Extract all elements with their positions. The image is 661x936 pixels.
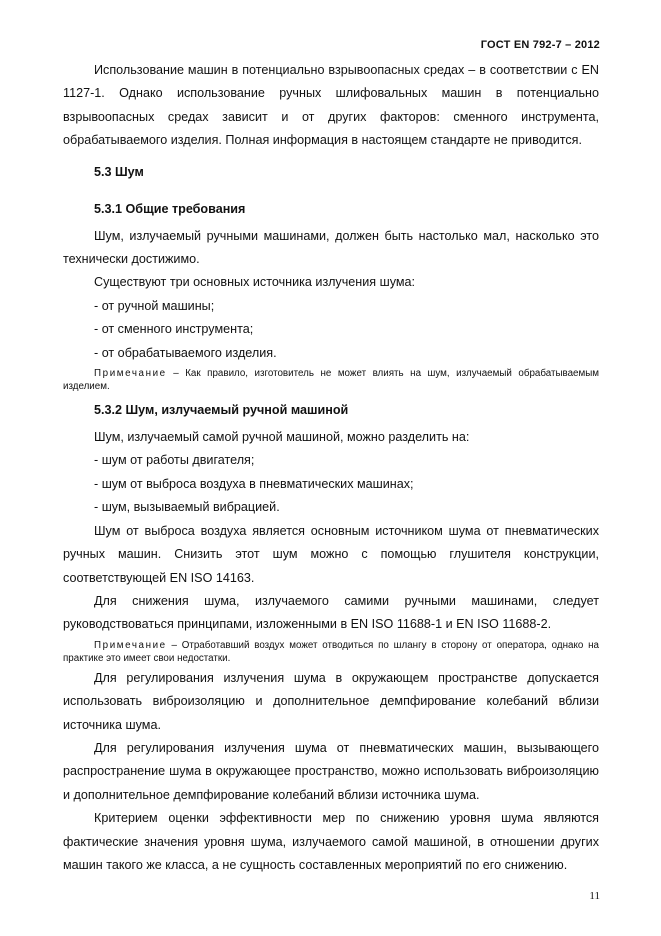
page-number: 11: [589, 890, 600, 902]
note-label: Примечание: [94, 368, 167, 380]
note-text: – Отработавший воздух может отводиться по шлангу в сторону от оператора, однако на практике это имеет свои недостатки.: [63, 639, 599, 664]
paragraph: Для снижения шума, излучаемого самими ручными машинами, следует руководствоваться принципами, изложенными в EN ISO 11688-1 и EN ISO 11688-2.: [63, 593, 599, 632]
document-header: ГОСТ EN 792-7 – 2012: [480, 39, 600, 51]
paragraph: Для регулирования излучения шума от пневматических машин, вызывающего распространение шума в окружающее пространство, можно использовать виброизоляцию и дополнительное демпфирование колебаний вблизи источника шума.: [63, 740, 599, 802]
list-item: - от ручной машины;: [94, 298, 215, 313]
paragraph: Шум, излучаемый самой ручной машиной, можно разделить на:: [94, 430, 470, 445]
document-body: [63, 59, 599, 877]
list-item: - шум от работы двигателя;: [94, 453, 255, 468]
intro-paragraph: Использование машин в потенциально взрывоопасных средах – в соответствии с EN 1127-1. Однако использование ручных шлифовальных машин в потенциально взрывоопасных средах зависит и от других факторов: сменного инструмента, обрабатываемого изделия. Полная информация в настоящем стандарте не приводится.: [63, 63, 599, 148]
list-item: - шум, вызываемый вибрацией.: [94, 500, 280, 515]
list-item: - от обрабатываемого изделия.: [94, 345, 277, 360]
paragraph: Шум, излучаемый ручными машинами, должен быть настолько мал, насколько это технически достижимо.: [63, 228, 599, 267]
section-heading-5-3-2: 5.3.2 Шум, излучаемый ручной машиной: [94, 403, 349, 418]
paragraph: Для регулирования излучения шума в окружающем пространстве допускается использовать виброизоляцию и дополнительное демпфирование колебаний вблизи источника шума.: [63, 670, 599, 732]
section-heading-5-3-1: 5.3.1 Общие требования: [94, 201, 246, 216]
paragraph: Существуют три основных источника излучения шума:: [94, 275, 416, 290]
paragraph: Критерием оценки эффективности мер по снижению уровня шума являются фактические значения уровня шума, излучаемого самой машиной, в отношении других машин такого же класса, а не сущность составленных мероприятий по его снижению.: [63, 811, 599, 872]
list-item: - шум от выброса воздуха в пневматических машинах;: [94, 476, 414, 491]
note-text: – Как правило, изготовитель не может влиять на шум, излучаемый обрабатываемым изделием.: [63, 368, 599, 393]
note-label: Примечание: [94, 639, 167, 651]
section-heading-5-3: 5.3 Шум: [94, 164, 144, 179]
note: [63, 367, 599, 393]
note: [63, 639, 599, 665]
list-item: - от сменного инструмента;: [94, 322, 254, 337]
paragraph: Шум от выброса воздуха является основным источником шума от пневматических ручных машин. Снизить этот шум можно с помощью глушителя конструкции, соответствующей EN ISO 14163.: [63, 523, 599, 585]
